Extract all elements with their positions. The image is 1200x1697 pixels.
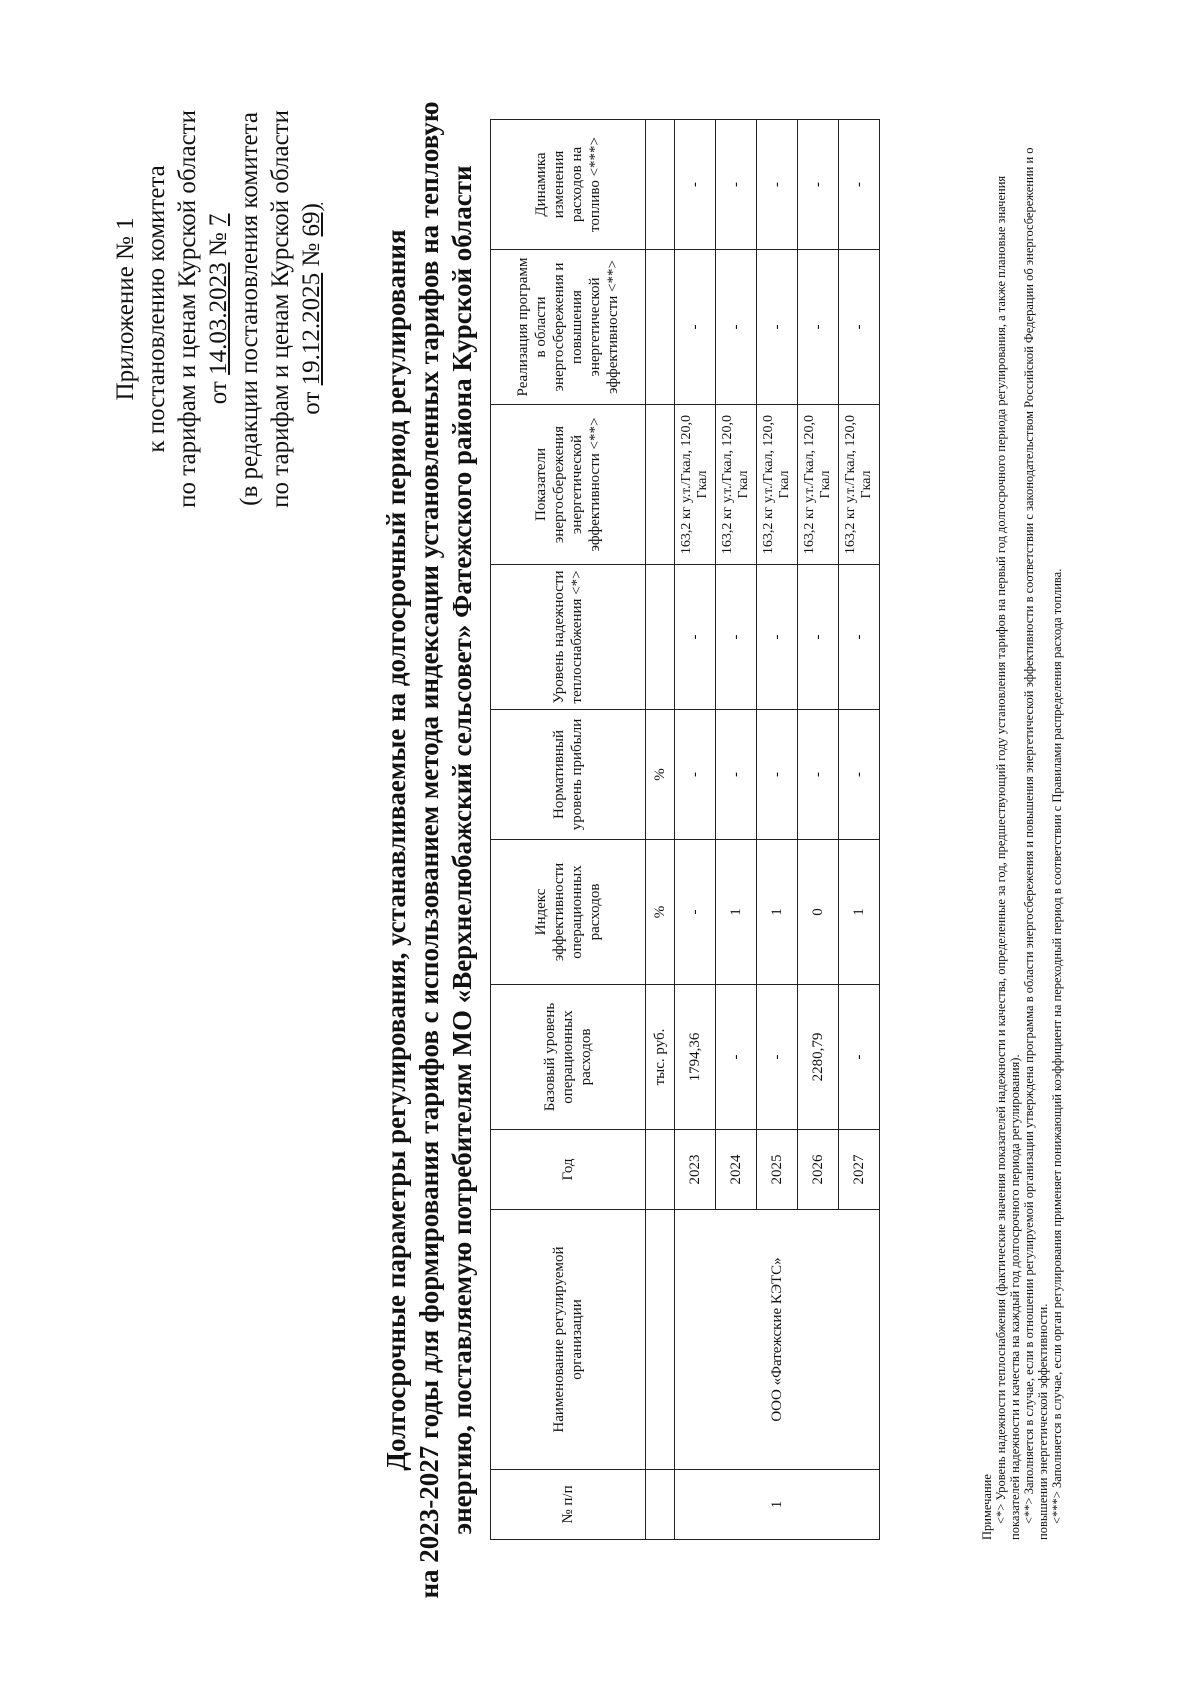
cell-reliability: - [798, 565, 839, 710]
note-fuel: <***> Заполняется в случае, если орган регулирования применяет понижающий коэффициент на переходный период в соответствии с Правилами распределения расхода топлива. [1050, 568, 1064, 1524]
cell-index: 1 [757, 840, 798, 985]
title-line: энергию, поставляемую потребителям МО «Верхнелюбажский сельсовет» Фатежского района Курской области [447, 165, 477, 1535]
cell-reliability: - [839, 565, 880, 710]
cell-base: 2280,79 [798, 985, 839, 1130]
header-fuel: Динамика изменения расходов на топливо <***> [491, 120, 646, 250]
header-base: Базовый уровень операционных расходов [491, 985, 646, 1130]
cell-year: 2027 [839, 1130, 880, 1210]
document-title [380, 60, 479, 1640]
cell-fuel: - [716, 120, 757, 250]
appendix-line [203, 110, 234, 508]
cell-index: 1 [716, 840, 757, 985]
cell-reliability: - [757, 565, 798, 710]
appendix-text: от [298, 385, 325, 415]
appendix-block [110, 110, 327, 508]
units-cell [646, 1210, 675, 1470]
unit-index: % [646, 840, 675, 985]
cell-profit: - [757, 710, 798, 840]
resolution-date: 14.03.2023 [205, 262, 232, 375]
cell-fuel: - [757, 120, 798, 250]
cell-profit: - [675, 710, 716, 840]
notes-heading: Примечание [980, 1474, 994, 1540]
cell-energy: 163,2 кг у.т./Гкал, 120,0 Гкал [839, 405, 880, 565]
cell-base: - [757, 985, 798, 1130]
cell-year: 2025 [757, 1130, 798, 1210]
cell-programs: - [716, 250, 757, 405]
note-energy: <**> Заполняется в случае, если в отношении регулируемой организации утверждена программа в области энергосбережения и повышения энергетической эффективности в соответствии с законодательством Российской Федерации об энергосбережении и о повышении энергетической эффективности. [1022, 147, 1050, 1540]
amendment-date: 19.12.2025 [298, 272, 325, 386]
units-row [646, 120, 675, 1540]
cell-programs: - [839, 250, 880, 405]
cell-index: 0 [798, 840, 839, 985]
unit-profit: % [646, 710, 675, 840]
cell-fuel: - [839, 120, 880, 250]
cell-programs: - [675, 250, 716, 405]
cell-profit: - [839, 710, 880, 840]
title-line: на 2023-2027 годы для формирования тарифов с использованием метода индексации установленных тарифов на тепловую [414, 101, 444, 1599]
cell-year: 2024 [716, 1130, 757, 1210]
table-header-row [491, 120, 646, 1540]
unit-base: тыс. руб. [646, 985, 675, 1130]
appendix-text: № [298, 236, 325, 273]
cell-base: 1794,36 [675, 985, 716, 1130]
header-reliability: Уровень надежности теплоснабжения <*> [491, 565, 646, 710]
cell-reliability: - [675, 565, 716, 710]
notes-block [980, 120, 1064, 1540]
appendix-line: (в редакции постановления комитета [236, 112, 263, 506]
table-row [675, 120, 716, 1540]
appendix-line: по тарифам и ценам Курской области [267, 110, 294, 508]
units-cell [646, 250, 675, 405]
header-profit: Нормативный уровень прибыли [491, 710, 646, 840]
appendix-text: № [205, 226, 232, 263]
appendix-line: по тарифам и ценам Курской области [174, 110, 201, 508]
cell-profit: - [798, 710, 839, 840]
rotated-landscape-page [50, 60, 1150, 1640]
header-programs: Реализация программ в области энергосбережения и повышения энергетической эффективности <**> [491, 250, 646, 405]
cell-reliability: - [716, 565, 757, 710]
appendix-line [296, 110, 327, 508]
units-cell [646, 1470, 675, 1540]
appendix-line: к постановлению комитета [143, 165, 170, 453]
cell-base: - [716, 985, 757, 1130]
cell-year: 2023 [675, 1130, 716, 1210]
resolution-number: 7 [205, 213, 232, 227]
cell-energy: 163,2 кг у.т./Гкал, 120,0 Гкал [757, 405, 798, 565]
header-year: Год [491, 1130, 646, 1210]
cell-index: 1 [839, 840, 880, 985]
cell-base: - [839, 985, 880, 1130]
units-cell [646, 1130, 675, 1210]
header-num: № п/п [491, 1470, 646, 1540]
header-org: Наименование регулируемой организации [491, 1210, 646, 1470]
cell-programs: - [757, 250, 798, 405]
units-cell [646, 565, 675, 710]
row-number: 1 [675, 1470, 880, 1540]
appendix-line: Приложение № 1 [112, 217, 139, 401]
organization-name: ООО «Фатежские КЭТС» [675, 1210, 880, 1470]
cell-fuel: - [675, 120, 716, 250]
cell-energy: 163,2 кг у.т./Гкал, 120,0 Гкал [798, 405, 839, 565]
parameters-table [490, 119, 880, 1540]
note-reliability: <*> Уровень надежности теплоснабжения (фактические значения показателей надежности и качества, определенные за год, предшествующий году установления тарифов на первый год долгосрочного периода регулирования, а также плановые значения показателей надежности и качества на каждый год долгосрочного периода регулирования). [994, 175, 1022, 1540]
cell-programs: - [798, 250, 839, 405]
header-index: Индекс эффективности операционных расходов [491, 840, 646, 985]
cell-fuel: - [798, 120, 839, 250]
amendment-number: 69) [298, 203, 325, 237]
appendix-text: от [205, 374, 232, 405]
units-cell [646, 120, 675, 250]
cell-profit: - [716, 710, 757, 840]
title-line: Долгосрочные параметры регулирования, устанавливаемые на долгосрочный период регулирования [381, 229, 411, 1471]
cell-index: - [675, 840, 716, 985]
cell-year: 2026 [798, 1130, 839, 1210]
cell-energy: 163,2 кг у.т./Гкал, 120,0 Гкал [675, 405, 716, 565]
cell-energy: 163,2 кг у.т./Гкал, 120,0 Гкал [716, 405, 757, 565]
header-energy: Показатели энергосбережения энергетической эффективности <**> [491, 405, 646, 565]
units-cell [646, 405, 675, 565]
